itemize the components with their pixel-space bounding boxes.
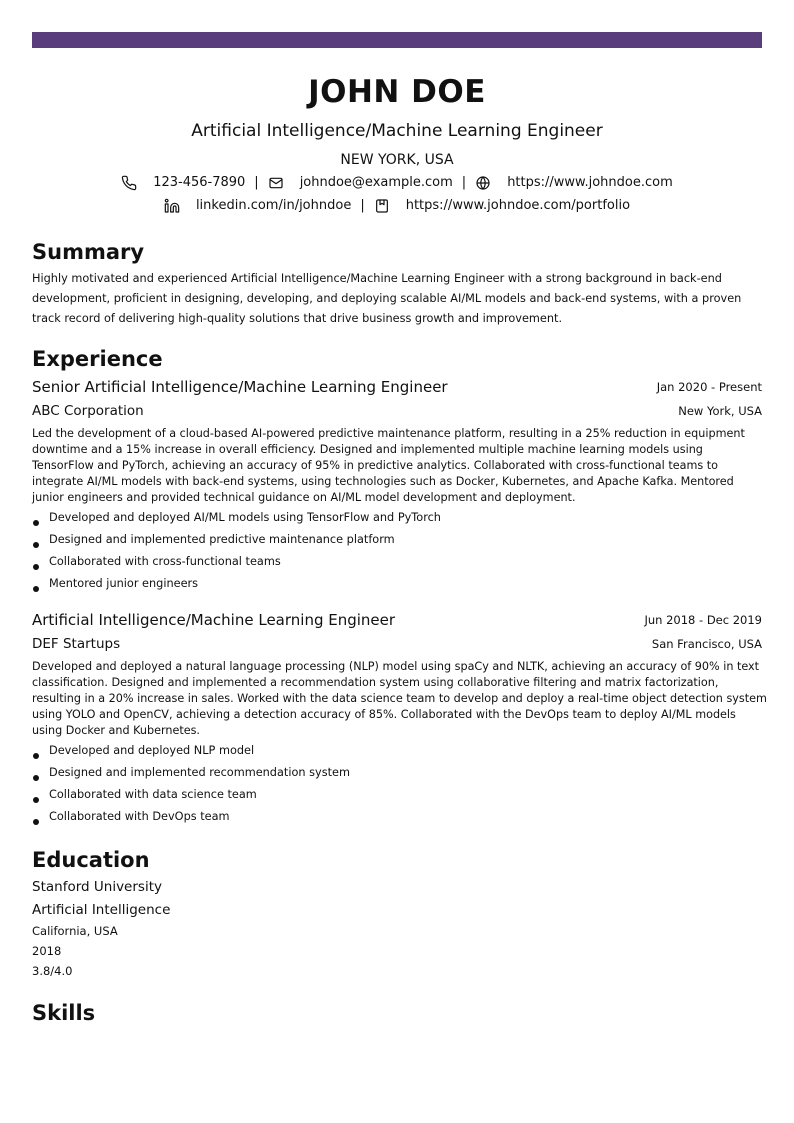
job-location: New York, USA bbox=[678, 404, 762, 418]
graduation-year: 2018 bbox=[32, 944, 62, 958]
bullet-dot bbox=[33, 520, 39, 526]
bullet-text: Developed and deployed NLP model bbox=[49, 744, 255, 757]
email-icon bbox=[268, 175, 284, 191]
list-item bbox=[32, 532, 752, 554]
gpa: 3.8/4.0 bbox=[32, 964, 73, 978]
field-of-study: Artificial Intelligence bbox=[32, 902, 171, 918]
bullet-text: Collaborated with cross-functional teams bbox=[49, 555, 281, 568]
company-name: ABC Corporation bbox=[32, 403, 144, 419]
bullet-dot bbox=[33, 797, 39, 803]
school-name: Stanford University bbox=[32, 879, 162, 895]
phone-icon bbox=[121, 175, 137, 191]
list-item bbox=[32, 787, 752, 809]
list-item bbox=[32, 510, 752, 532]
list-item bbox=[32, 554, 752, 576]
candidate-title: Artificial Intelligence/Machine Learning Engineer bbox=[191, 121, 603, 141]
contact-line-1 bbox=[0, 174, 794, 192]
job-bullets bbox=[32, 743, 752, 831]
candidate-name: JOHN DOE bbox=[308, 74, 486, 110]
job-dates: Jan 2020 - Present bbox=[656, 380, 762, 394]
job-description: Developed and deployed a natural language processing (NLP) model using spaCy and NLTK, achieving an accuracy of 90% in text classification. Designed and implemented a recommendation system using collaborative filtering and matrix factorization, resulting in a 20% increase in sales. Worked with the data science team to develop and deploy a real-time object detection system using YOLO and OpenCV, achieving a detection accuracy of 85%. Collaborated with the DevOps team to deploy AI/ML models using Docker and Kubernetes. bbox=[32, 660, 767, 737]
bullet-dot bbox=[33, 775, 39, 781]
bullet-text: Developed and deployed AI/ML models using TensorFlow and PyTorch bbox=[49, 511, 441, 524]
bullet-text: Collaborated with DevOps team bbox=[49, 810, 230, 823]
bullet-text: Designed and implemented recommendation system bbox=[49, 766, 350, 779]
experience-heading: Experience bbox=[32, 347, 163, 371]
education-heading: Education bbox=[32, 848, 150, 872]
job-title: Senior Artificial Intelligence/Machine Learning Engineer bbox=[32, 378, 448, 396]
bullet-dot bbox=[33, 564, 39, 570]
summary-text: Highly motivated and experienced Artificial Intelligence/Machine Learning Engineer with a strong background in back-end development, proficient in designing, developing, and deploying scalable AI/ML models and back-end systems, with a proven track record of delivering high-quality solutions that drive business growth and improvement. bbox=[32, 272, 742, 325]
bullet-dot bbox=[33, 586, 39, 592]
list-item bbox=[32, 576, 752, 598]
accent-bar bbox=[32, 32, 762, 48]
job-description: Led the development of a cloud-based AI-powered predictive maintenance platform, resulting in a 25% reduction in equipment downtime and a 15% increase in overall efficiency. Designed and implemented multiple machine learning models using TensorFlow and PyTorch, achieving an accuracy of 95% in predictive analytics. Collaborated with cross-functional teams to integrate AI/ML models with back-end systems, using technologies such as Docker, Kubernetes, and Apache Kafka. Mentored junior engineers and provided technical guidance on AI/ML model development and deployment. bbox=[32, 427, 745, 504]
list-item bbox=[32, 809, 752, 831]
website-text[interactable]: https://www.johndoe.com bbox=[507, 175, 673, 190]
bullet-dot bbox=[33, 542, 39, 548]
list-item bbox=[32, 765, 752, 787]
bullet-text: Mentored junior engineers bbox=[49, 577, 199, 590]
job-location: San Francisco, USA bbox=[651, 637, 762, 651]
school-location: California, USA bbox=[32, 924, 118, 938]
company-name: DEF Startups bbox=[32, 636, 121, 652]
separator: | bbox=[360, 198, 365, 213]
phone-text[interactable]: 123-456-7890 bbox=[153, 175, 246, 190]
list-item bbox=[32, 743, 752, 765]
globe-icon bbox=[475, 175, 491, 191]
separator: | bbox=[461, 175, 467, 190]
job-bullets bbox=[32, 510, 752, 598]
email-text[interactable]: johndoe@example.com bbox=[299, 175, 453, 190]
job-dates: Jun 2018 - Dec 2019 bbox=[644, 613, 762, 627]
bullet-text: Collaborated with data science team bbox=[49, 788, 257, 801]
summary-heading: Summary bbox=[32, 240, 145, 264]
linkedin-text[interactable]: linkedin.com/in/johndoe bbox=[195, 198, 352, 213]
job-title: Artificial Intelligence/Machine Learning Engineer bbox=[32, 611, 396, 629]
skills-heading: Skills bbox=[32, 1001, 96, 1025]
candidate-location: NEW YORK, USA bbox=[340, 152, 454, 168]
linkedin-icon bbox=[164, 198, 180, 214]
bullet-dot bbox=[33, 753, 39, 759]
separator: | bbox=[254, 175, 259, 190]
contact-line-2 bbox=[0, 197, 794, 215]
bullet-text: Designed and implemented predictive maintenance platform bbox=[49, 533, 395, 546]
bullet-dot bbox=[33, 819, 39, 825]
portfolio-icon bbox=[374, 198, 390, 214]
portfolio-text[interactable]: https://www.johndoe.com/portfolio bbox=[405, 198, 631, 213]
